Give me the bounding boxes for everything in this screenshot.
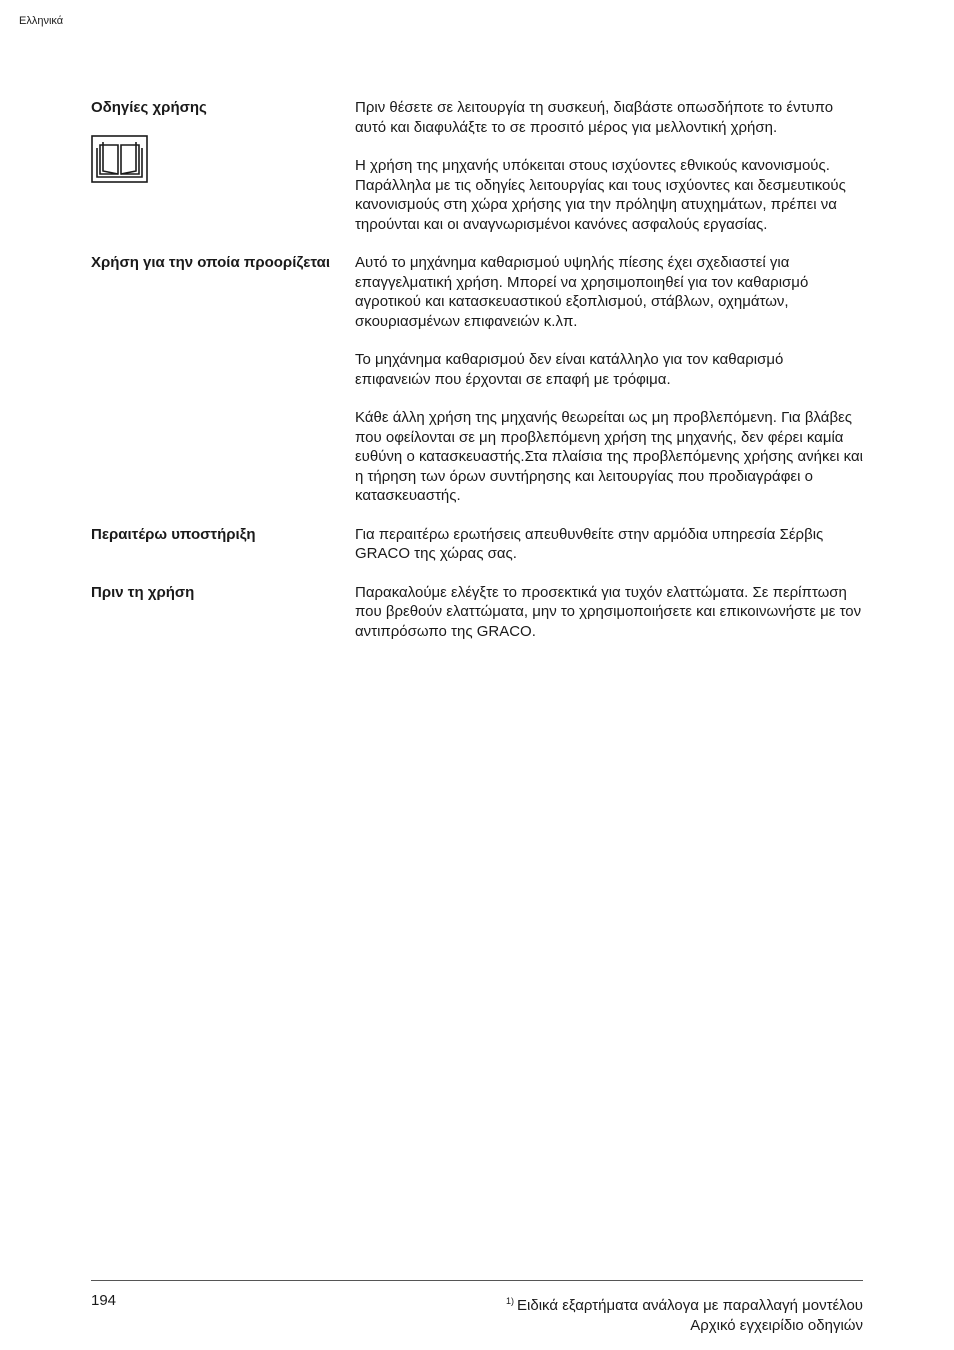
paragraph: Πριν θέσετε σε λειτουργία τη συσκευή, διαβάστε οπωσδήποτε το έντυπο αυτό και διαφυλάξτε το σε προσιτό μέρος για μελλοντική χρήση. — [355, 99, 834, 136]
paragraph: Κάθε άλλη χρήση της μηχανής θεωρείται ως μη προβλεπόμενη. Για βλάβες που οφείλονται σε μη προβλεπόμενη χρήση της μηχανής, δεν φέρει καμία ευθύνη ο κατασκευαστής.Στα πλαίσια της προβλεπόμενης χρήσης ανήκει και η τήρηση των όρων συντήρησης και λειτουργίας που προδιαγράφει ο κατασκευαστής. — [355, 409, 863, 504]
paragraph: Η χρήση της μηχανής υπόκειται στους ισχύοντες εθνικούς κανονισμούς. Παράλληλα με τις οδηγίες λειτουργίας και τους ισχύοντες και δεσμευτικούς κανονισμούς στη χώρα χρήσης για την πρόληψη ατυχημάτων, πρέπει να τηρούνται και οι αναγνωρισμένοι κανόνες ασφαλούς εργασίας. — [355, 157, 846, 233]
page-number: 194 — [91, 1292, 117, 1309]
section-before-use — [91, 583, 863, 661]
manual-title: Αρχικό εγχειρίδιο οδηγιών — [690, 1316, 863, 1334]
section-further-support — [91, 525, 863, 583]
paragraph: Για περαιτέρω ερωτήσεις απευθυνθείτε στην αρμόδια υπηρεσία Σέρβις GRACO της χώρας σας. — [355, 525, 824, 562]
footnote — [506, 1292, 863, 1316]
language-label: Ελληνικά — [19, 15, 64, 27]
section-intended-use — [91, 253, 863, 525]
footer-divider — [91, 1280, 863, 1281]
footnote-text: Ειδικά εξαρτήματα ανάλογα με παραλλαγή μοντέλου — [517, 1297, 863, 1314]
section-heading: Περαιτέρω υποστήριξη — [91, 525, 256, 543]
footer-notes — [506, 1292, 863, 1335]
section-heading: Πριν τη χρήση — [91, 583, 195, 601]
paragraph: Αυτό το μηχάνημα καθαρισμού υψηλής πίεσης έχει σχεδιαστεί για επαγγελματική χρήση. Μπορεί να χρησιμοποιηθεί για τον καθαρισμό αγροτικού και κατασκευαστικού εξοπλισμού, στάβλων, οχημάτων, σκουριασμένων επιφανειών κ.λπ. — [355, 254, 809, 330]
paragraph: Το μηχάνημα καθαρισμού δεν είναι κατάλληλο για τον καθαρισμό επιφανειών που έρχονται σε επαφή με τρόφιμα. — [355, 351, 784, 388]
paragraph: Παρακαλούμε ελέγξτε το προσεκτικά για τυχόν ελαττώματα. Σε περίπτωση που βρεθούν ελαττώματα, μην το χρησιμοποιήσετε και επικοινωνήστε με τον αντιπρόσωπο της GRACO. — [355, 583, 862, 640]
section-operating-instructions — [91, 98, 863, 253]
section-heading: Χρήση για την οποία προορίζεται — [91, 254, 331, 271]
section-heading: Οδηγίες χρήσης — [91, 99, 207, 116]
operating-manual-book-icon — [91, 135, 148, 183]
document-body — [91, 98, 863, 660]
footnote-marker: 1) — [506, 1296, 515, 1306]
